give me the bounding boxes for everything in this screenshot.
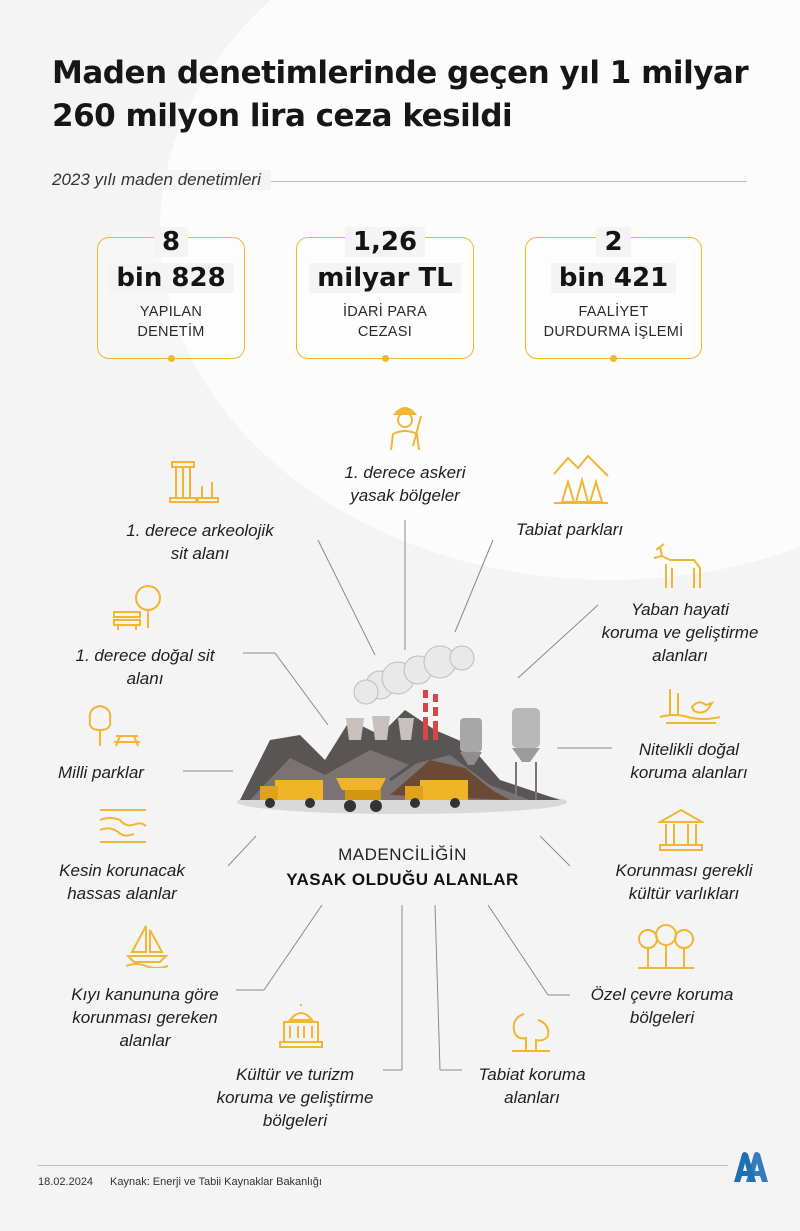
label-kiyi: Kıyı kanununa göre korunması gereken alanlar — [71, 985, 219, 1050]
stat-value-line1: 8 — [154, 227, 188, 257]
label-kultur-varliklari: Korunması gerekli kültür varlıkları — [615, 861, 753, 903]
label-tabiat-parklari: Tabiat parkları — [516, 520, 624, 539]
stat-value-line2: bin 421 — [551, 263, 676, 293]
label-kultur-turizm: Kültür ve turizm koruma ve geliştirme bölgeleri — [216, 1065, 374, 1130]
museum-building-icon — [658, 808, 704, 852]
park-bench-tree-icon — [112, 582, 164, 632]
footer-source: Kaynak: Enerji ve Tabii Kaynaklar Bakanlığı — [110, 1176, 322, 1188]
connector-ozel-cevre-a — [488, 905, 548, 995]
tree-picnic-table-icon — [84, 702, 140, 748]
trees-icon — [636, 923, 696, 971]
nature-tree-icon — [508, 1010, 554, 1054]
stat-value-line1: 2 — [596, 227, 630, 257]
mine-illustration — [230, 640, 575, 820]
footer-divider — [38, 1165, 728, 1166]
stat-label: FAALİYET DURDURMA İŞLEMİ — [543, 304, 684, 340]
label-yaban: Yaban hayati koruma ve geliştirme alanları — [601, 600, 759, 665]
connector-arkeolojik — [318, 540, 375, 655]
connector-kiyi-a — [264, 905, 322, 990]
soldier-icon — [385, 400, 429, 452]
stat-label: İDARİ PARA CEZASI — [342, 304, 428, 340]
label-ozel-cevre: Özel çevre koruma bölgeleri — [590, 985, 734, 1027]
label-arkeolojik: 1. derece arkeolojik sit alanı — [126, 521, 274, 563]
stat-value-line2: bin 828 — [108, 263, 233, 293]
label-tabiat-koruma: Tabiat koruma alanları — [478, 1065, 586, 1107]
wetland-duck-icon — [658, 685, 724, 725]
connector-kesin — [228, 836, 256, 866]
label-kesin: Kesin korunacak hassas alanlar — [59, 861, 185, 903]
label-dogal-sit: 1. derece doğal sit alanı — [75, 646, 215, 688]
aa-logo-icon — [730, 1148, 770, 1184]
center-label — [260, 842, 545, 892]
connector-tabiat-parklari — [455, 540, 493, 632]
center-label-line1: MADENCİLİĞİN — [338, 845, 467, 864]
page-title: Maden denetimlerinde geçen yıl 1 milyar 260 milyon lira ceza kesildi — [52, 55, 749, 134]
label-nitelikli: Nitelikli doğal koruma alanları — [630, 740, 748, 782]
label-milli-parklar: Milli parklar — [58, 763, 144, 782]
column-ruins-icon — [168, 458, 222, 504]
sailboat-icon — [124, 922, 170, 968]
center-label-line2: YASAK OLDUĞU ALANLAR — [286, 870, 519, 889]
connector-tabiat-koruma-a — [435, 905, 440, 1070]
forest-mountains-icon — [552, 452, 610, 506]
sensitive-area-waves-icon — [96, 806, 150, 846]
government-building-icon — [278, 1004, 324, 1050]
label-askeri: 1. derece askeri yasak bölgeler — [344, 463, 466, 505]
goat-icon — [650, 540, 708, 592]
footer-date: 18.02.2024 — [38, 1176, 94, 1188]
subtitle: 2023 yılı maden denetimleri — [52, 170, 271, 190]
stat-value-line2: milyar TL — [309, 263, 461, 293]
stat-label: YAPILAN DENETİM — [137, 304, 205, 340]
stat-value-line1: 1,26 — [345, 227, 425, 257]
